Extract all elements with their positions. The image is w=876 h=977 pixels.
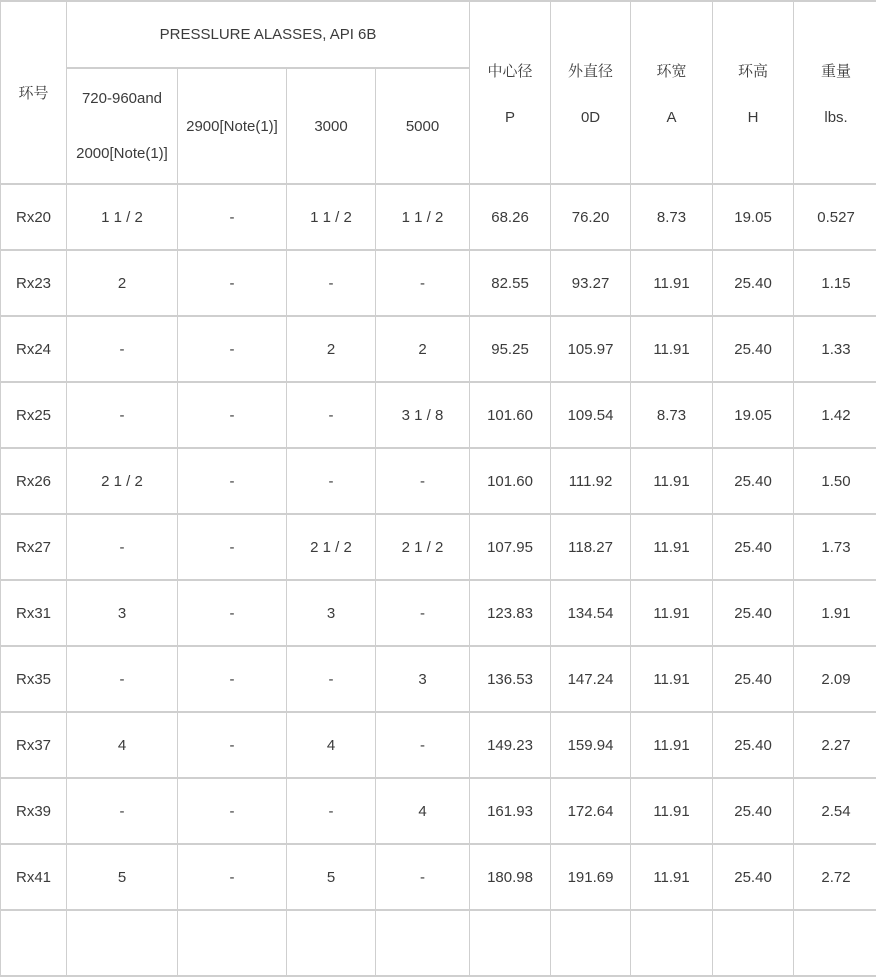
table-cell: 149.23: [470, 712, 551, 778]
col-group-pressure-classes: PRESSLURE ALASSES, API 6B: [67, 1, 470, 68]
table-cell: 8.73: [631, 184, 713, 250]
table-cell: 107.95: [470, 514, 551, 580]
ring-number-cell: Rx39: [1, 778, 67, 844]
header-row-group: [1, 1, 876, 68]
table-cell: [713, 910, 794, 976]
col-header-ring-number: 环号: [1, 1, 67, 184]
table-cell: 11.91: [631, 778, 713, 844]
table-cell: 2 1 / 2: [376, 514, 470, 580]
col-header-center-diameter-symbol: P: [470, 109, 550, 126]
table-cell: -: [67, 316, 178, 382]
ring-number-cell: Rx27: [1, 514, 67, 580]
col-header-ring-width-label: 环宽: [631, 60, 712, 81]
table-cell: 11.91: [631, 712, 713, 778]
table-cell: -: [178, 382, 287, 448]
table-cell: 1 1 / 2: [287, 184, 376, 250]
table-cell: 2.27: [794, 712, 876, 778]
table-cell: 95.25: [470, 316, 551, 382]
table-cell: 19.05: [713, 382, 794, 448]
table-cell: 109.54: [551, 382, 631, 448]
table-cell: 3: [376, 646, 470, 712]
table-cell: 25.40: [713, 448, 794, 514]
col-header-ring-height-label: 环高: [713, 60, 793, 81]
table-cell: 3: [287, 580, 376, 646]
table-cell: 2: [376, 316, 470, 382]
table-cell: 8.73: [631, 382, 713, 448]
table-cell: 123.83: [470, 580, 551, 646]
table-cell: [794, 910, 876, 976]
table-cell: 159.94: [551, 712, 631, 778]
table-header: [1, 1, 876, 184]
table-cell: 4: [67, 712, 178, 778]
table-cell: 1.73: [794, 514, 876, 580]
table-cell: -: [178, 514, 287, 580]
table-cell: 2.54: [794, 778, 876, 844]
table-row: [1, 448, 876, 514]
table-cell: 1 1 / 2: [376, 184, 470, 250]
ring-number-cell: Rx26: [1, 448, 67, 514]
table-cell: 25.40: [713, 250, 794, 316]
table-row-partial: [1, 910, 876, 976]
ring-number-cell: Rx23: [1, 250, 67, 316]
table-cell: -: [178, 778, 287, 844]
col-header-outer-diameter-label: 外直径: [551, 60, 630, 81]
table-cell: -: [376, 844, 470, 910]
table-cell: 1 1 / 2: [67, 184, 178, 250]
table-cell: -: [178, 250, 287, 316]
table-cell: -: [376, 448, 470, 514]
table-cell: 1.91: [794, 580, 876, 646]
table-cell: 19.05: [713, 184, 794, 250]
ring-number-cell: Rx25: [1, 382, 67, 448]
table-cell: -: [376, 250, 470, 316]
col-header-ring-width-symbol: A: [631, 109, 712, 126]
col-header-ring-height: [713, 1, 794, 184]
table-cell: -: [376, 580, 470, 646]
table-cell: -: [287, 778, 376, 844]
ring-number-cell: Rx20: [1, 184, 67, 250]
table-cell: -: [376, 712, 470, 778]
table-cell: -: [178, 184, 287, 250]
table-cell: [1, 910, 67, 976]
table-cell: 25.40: [713, 712, 794, 778]
table-cell: 11.91: [631, 316, 713, 382]
table-cell: 11.91: [631, 646, 713, 712]
table-row: [1, 712, 876, 778]
table-cell: 118.27: [551, 514, 631, 580]
table-cell: [470, 910, 551, 976]
table-cell: -: [287, 448, 376, 514]
table-cell: -: [287, 250, 376, 316]
table-cell: 11.91: [631, 844, 713, 910]
col-header-weight: [794, 1, 876, 184]
ring-number-cell: Rx37: [1, 712, 67, 778]
table-cell: [551, 910, 631, 976]
table-cell: 4: [287, 712, 376, 778]
table-cell: 101.60: [470, 382, 551, 448]
ring-number-cell: Rx41: [1, 844, 67, 910]
table-cell: -: [178, 646, 287, 712]
table-cell: 11.91: [631, 580, 713, 646]
table-cell: 68.26: [470, 184, 551, 250]
table-cell: 1.15: [794, 250, 876, 316]
table-row: [1, 382, 876, 448]
table-cell: 1.50: [794, 448, 876, 514]
col-header-class-720-2000-line2: 2000[Note(1)]: [67, 145, 177, 162]
table-cell: 3 1 / 8: [376, 382, 470, 448]
col-header-class-720-2000: [67, 68, 178, 184]
table-cell: 25.40: [713, 778, 794, 844]
table-cell: 0.527: [794, 184, 876, 250]
table-cell: 25.40: [713, 646, 794, 712]
table-cell: -: [178, 316, 287, 382]
ring-number-cell: Rx31: [1, 580, 67, 646]
table-cell: 93.27: [551, 250, 631, 316]
table-row: [1, 514, 876, 580]
table-cell: 11.91: [631, 448, 713, 514]
table-cell: [178, 910, 287, 976]
table-cell: 191.69: [551, 844, 631, 910]
table-row: [1, 778, 876, 844]
col-header-outer-diameter-symbol: 0D: [551, 109, 630, 126]
table-cell: -: [178, 712, 287, 778]
table-cell: 2: [67, 250, 178, 316]
table-cell: 101.60: [470, 448, 551, 514]
ring-number-cell: Rx35: [1, 646, 67, 712]
table-cell: 172.64: [551, 778, 631, 844]
col-header-class-3000: 3000: [287, 68, 376, 184]
table-cell: 11.91: [631, 514, 713, 580]
table-cell: 25.40: [713, 514, 794, 580]
table-cell: 2.72: [794, 844, 876, 910]
table-cell: 161.93: [470, 778, 551, 844]
table-cell: 3: [67, 580, 178, 646]
table-cell: 76.20: [551, 184, 631, 250]
table-cell: 5: [67, 844, 178, 910]
table-cell: [287, 910, 376, 976]
col-header-center-diameter-label: 中心径: [470, 60, 550, 81]
col-header-class-2900: 2900[Note(1)]: [178, 68, 287, 184]
table-cell: -: [178, 844, 287, 910]
table-cell: 2 1 / 2: [67, 448, 178, 514]
table-cell: 25.40: [713, 316, 794, 382]
col-header-weight-symbol: lbs.: [794, 109, 876, 126]
table-cell: 82.55: [470, 250, 551, 316]
col-header-outer-diameter: [551, 1, 631, 184]
table-cell: [67, 910, 178, 976]
table-cell: 147.24: [551, 646, 631, 712]
table-cell: -: [67, 778, 178, 844]
table-row: [1, 844, 876, 910]
col-header-class-720-2000-line1: 720-960and: [67, 90, 177, 107]
table-cell: 25.40: [713, 580, 794, 646]
table-cell: -: [287, 646, 376, 712]
table-body: [1, 184, 876, 976]
table-row: [1, 646, 876, 712]
table-cell: 111.92: [551, 448, 631, 514]
col-header-weight-label: 重量: [794, 60, 876, 81]
table-cell: 1.42: [794, 382, 876, 448]
table-cell: -: [67, 382, 178, 448]
col-header-class-5000: 5000: [376, 68, 470, 184]
table-cell: 25.40: [713, 844, 794, 910]
col-header-center-diameter: [470, 1, 551, 184]
table-cell: 136.53: [470, 646, 551, 712]
table-cell: -: [287, 382, 376, 448]
table-row: [1, 250, 876, 316]
table-cell: -: [67, 514, 178, 580]
col-header-ring-height-symbol: H: [713, 109, 793, 126]
table-cell: -: [178, 448, 287, 514]
table-cell: -: [67, 646, 178, 712]
col-header-ring-width: [631, 1, 713, 184]
table-cell: 180.98: [470, 844, 551, 910]
table-row: [1, 184, 876, 250]
table-cell: 4: [376, 778, 470, 844]
table-cell: [631, 910, 713, 976]
table-cell: 134.54: [551, 580, 631, 646]
table-cell: -: [178, 580, 287, 646]
table-cell: 1.33: [794, 316, 876, 382]
table-cell: 2: [287, 316, 376, 382]
table-cell: 11.91: [631, 250, 713, 316]
ring-number-cell: Rx24: [1, 316, 67, 382]
table-cell: 5: [287, 844, 376, 910]
table-cell: 2 1 / 2: [287, 514, 376, 580]
table-cell: 105.97: [551, 316, 631, 382]
table-cell: [376, 910, 470, 976]
table-cell: 2.09: [794, 646, 876, 712]
table-row: [1, 580, 876, 646]
table-row: [1, 316, 876, 382]
